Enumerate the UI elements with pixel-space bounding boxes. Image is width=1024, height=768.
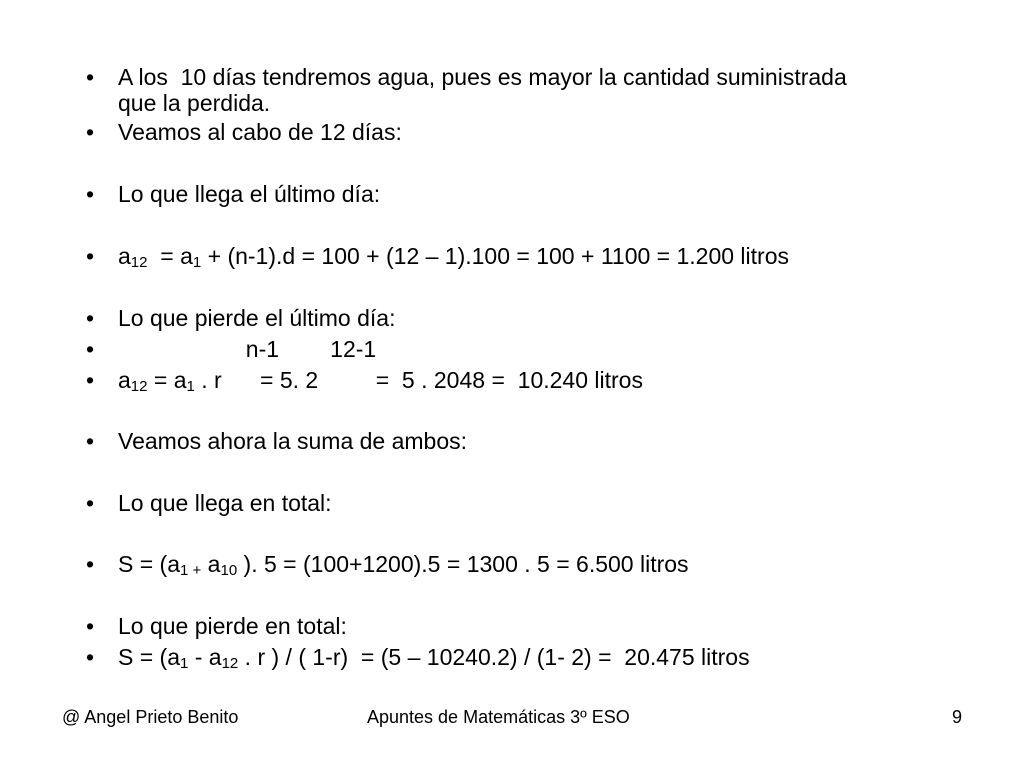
formula-part: = a bbox=[147, 243, 193, 269]
bullet-icon: • bbox=[86, 613, 95, 639]
formula-part: - a bbox=[188, 644, 222, 670]
bullet-icon: • bbox=[86, 551, 95, 577]
formula-arithmetic-sum bbox=[118, 551, 689, 577]
footer-page-number: 9 bbox=[952, 707, 963, 727]
formula-part: = a bbox=[147, 367, 187, 393]
bullet-icon: • bbox=[86, 305, 95, 331]
bullet-icon: • bbox=[86, 181, 95, 207]
line-text: A los 10 días tendremos agua, pues es mayor la cantidad suministrada bbox=[118, 64, 847, 90]
line-text: Lo que pierde en total: bbox=[118, 613, 347, 639]
subscript: 1 bbox=[186, 378, 195, 395]
subscript: 12 bbox=[130, 254, 148, 271]
exponent-line: n-1 12-1 bbox=[118, 336, 377, 362]
bullet-icon: • bbox=[86, 119, 95, 145]
footer-course: Apuntes de Matemáticas 3º ESO bbox=[367, 707, 630, 727]
formula-part: S = (a bbox=[118, 551, 181, 577]
bullet-icon: • bbox=[86, 644, 95, 670]
subscript: 1 bbox=[192, 254, 202, 271]
subscript: 1 + bbox=[180, 562, 202, 579]
formula-part: S = (a bbox=[118, 644, 181, 670]
subscript: 12 bbox=[130, 378, 148, 395]
subscript: 12 bbox=[221, 655, 239, 672]
formula-part: . r = 5. 2 = 5 . 2048 = 10.240 litros bbox=[194, 367, 643, 393]
bullet-icon: • bbox=[86, 64, 95, 90]
formula-part: ). 5 = (100+1200).5 = 1300 . 5 = 6.500 litros bbox=[237, 551, 689, 577]
line-text: Veamos ahora la suma de ambos: bbox=[118, 428, 468, 454]
bullet-icon: • bbox=[86, 490, 95, 516]
formula-part: . r ) / ( 1-r) = (5 – 10240.2) / (1- 2) = 20.475 litros bbox=[238, 644, 750, 670]
line-text: Veamos al cabo de 12 días: bbox=[118, 119, 402, 145]
formula-part: a bbox=[201, 551, 221, 577]
bullet-icon: • bbox=[86, 428, 95, 454]
formula-part: a bbox=[118, 367, 131, 393]
formula-geometric-sum bbox=[118, 644, 750, 670]
line-text: Lo que llega en total: bbox=[118, 490, 332, 516]
subscript: 10 bbox=[220, 562, 238, 579]
bullet-icon: • bbox=[86, 336, 95, 362]
line-text: Lo que pierde el último día: bbox=[118, 305, 396, 331]
footer-author: @ Angel Prieto Benito bbox=[62, 707, 239, 727]
line-text: que la perdida. bbox=[118, 90, 271, 116]
bullet-icon: • bbox=[86, 243, 95, 269]
formula-part: + (n-1).d = 100 + (12 – 1).100 = 100 + 1100 = 1.200 litros bbox=[201, 243, 789, 269]
formula-arithmetic-term bbox=[118, 243, 789, 269]
formula-part: a bbox=[118, 243, 131, 269]
formula-geometric-term bbox=[118, 367, 643, 393]
subscript: 1 bbox=[180, 655, 189, 672]
bullet-icon: • bbox=[86, 367, 95, 393]
line-text: Lo que llega el último día: bbox=[118, 181, 381, 207]
